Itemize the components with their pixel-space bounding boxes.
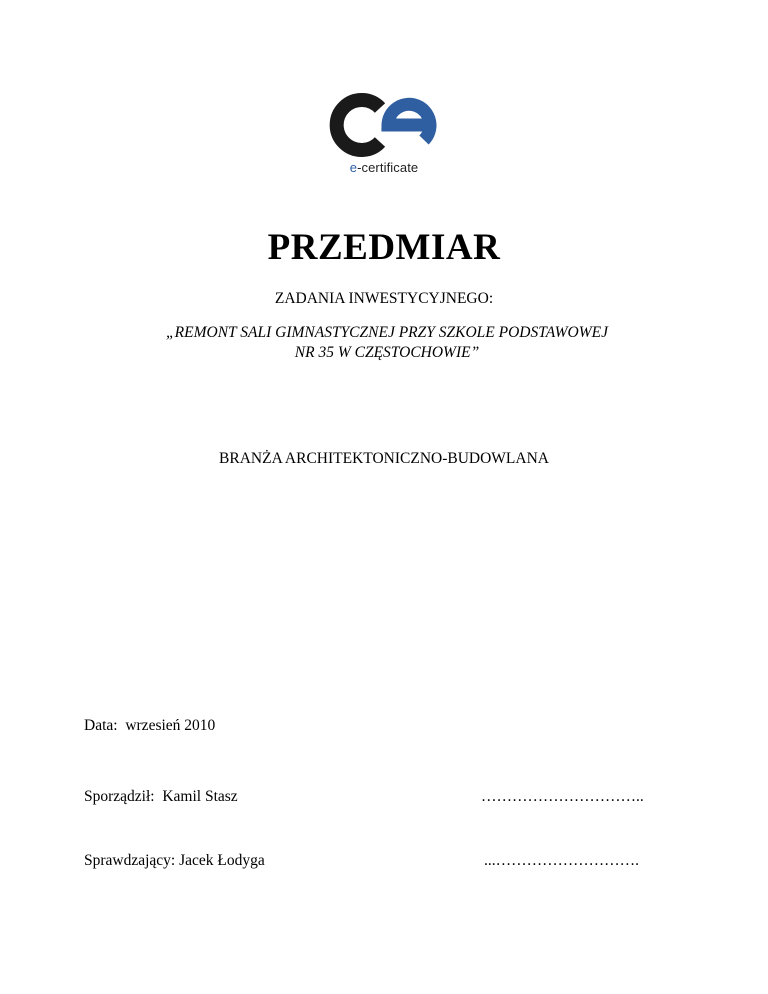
prepared-by-name: Kamil Stasz	[162, 788, 238, 805]
checked-by-name: Jacek Łodyga	[179, 852, 265, 869]
project-name-line-2: NR 35 W CZĘSTOCHOWIE”	[294, 344, 480, 361]
prepared-by-label: Sporządził:	[84, 788, 155, 805]
checked-by-signature-line: ...……………………….	[484, 852, 639, 869]
project-name	[140, 323, 634, 363]
date-label: Data:	[84, 717, 118, 734]
logo-text-rest: -certificate	[357, 160, 419, 175]
logo-mark-icon	[328, 92, 440, 158]
date-row	[84, 717, 215, 735]
branch-heading: BRANŻA ARCHITEKTONICZNO-BUDOWLANA	[219, 450, 549, 467]
logo-text-e: e	[349, 160, 358, 175]
logo-c-shape	[337, 100, 380, 150]
logo-text	[328, 160, 440, 175]
prepared-by-signature-line: …………………………..	[481, 788, 644, 805]
e-certificate-logo	[328, 92, 440, 182]
date-value: wrzesień 2010	[125, 717, 216, 734]
prepared-by-row	[84, 788, 238, 806]
logo-e-bar	[386, 121, 430, 129]
checked-by-row	[84, 852, 265, 870]
checked-by-label: Sprawdzający:	[84, 852, 176, 869]
project-name-line-1: „REMONT SALI GIMNASTYCZNEJ PRZY SZKOLE PODSTAWOWEJ	[166, 324, 608, 341]
document-title: PRZEDMIAR	[267, 227, 501, 268]
document-subtitle: ZADANIA INWESTYCYJNEGO:	[274, 290, 494, 307]
